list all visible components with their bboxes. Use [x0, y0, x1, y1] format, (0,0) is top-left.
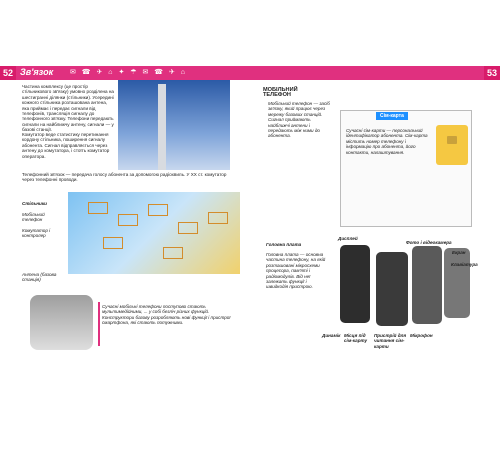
fig-label-cells: Стільники [22, 201, 47, 206]
page-number-left: 52 [0, 66, 16, 80]
phone-illustration [30, 295, 93, 350]
section-title: Зв'язок [20, 67, 54, 77]
fig-label-antenna: Антена (базова станція) [22, 272, 57, 283]
caption-display: Дисплей [338, 236, 358, 241]
left-paragraph-2: Комутатор веде статистику перетинання кордону стільника, поширення сигналу абонента. Сигнал відправляється через антену до комутатора, і стоїть комутатор оператора. [22, 132, 110, 159]
cell-hex [88, 202, 108, 214]
cell-hex [163, 247, 183, 259]
caption-sim-reader: Пристрій для читання сім-карти [374, 333, 407, 349]
cell-hex [178, 222, 198, 234]
bottom-text: Головна плата — основна частина телефону, на якій розташовані мікросхеми процесора, пам'яті і радіомодулів. Від неї залежать функції і швидкодія пристрою. [266, 252, 326, 290]
cell-hex [148, 204, 168, 216]
cell-hex [118, 214, 138, 226]
caption-sim-slot: Місця під сім-карту [344, 333, 368, 344]
header-icons: ✉ ☎ ✈ ⌂ ✦ ☂ ✉ ☎ ✈ ⌂ [70, 69, 187, 76]
hex-map [68, 192, 240, 274]
caption-screen: Екран [452, 250, 466, 255]
sim-chip [447, 136, 457, 144]
phone-disassembled-3 [412, 246, 442, 324]
phone-disassembled-2 [376, 252, 408, 326]
quote-text: Сучасні мобільні телефони поступово стають мультимедійними, ... у собі безліч різних функцій. Конструктори базову розробляють нові функції і пристрої смартфона, які стають потужними. [102, 304, 231, 326]
sim-text: Сучасні сім-карти — персональний ідентифікатор абонента. Сім-карта містить номер телефону і інформацію про абонента, його контакти, налаштування. [346, 128, 428, 155]
phone-disassembled-1 [340, 245, 370, 323]
phone-keypad [444, 248, 470, 318]
caption-camera: Фото і відеокамера [406, 240, 452, 245]
sim-title: Сім-карта [376, 112, 408, 120]
sim-card-image [436, 125, 468, 165]
cell-hex [208, 212, 228, 224]
caption-microphone: Мікрофон [410, 333, 433, 338]
caption-main-board: Головна плата [266, 242, 302, 247]
fig-label-switch: Комутатор і контролер [22, 228, 51, 239]
left-paragraph-1: Частина комплексу (це простір стільникового зв'язку) умовно розділена на шестигранні ділянки (стільники). Усередині кожного стільника розташована антена, яка приймає і передає сигнали від телефонів, трансляція сигналу до телефонного зв'язку. Телефони передають сигнали на найближчу антену, сигнали — у базові станції. [22, 84, 114, 133]
page-number-right: 53 [484, 66, 500, 80]
right-intro: Мобільний телефон — засіб зв'язку, який працює через мережу базових станцій. Сигнал приймають найближчі антени і передають між ними до абонента. [268, 101, 330, 139]
caption-keyboard: Клавіатура [451, 262, 478, 267]
cell-hex [103, 237, 123, 249]
caption-speaker: Динамік [322, 333, 341, 338]
tower-mast [158, 84, 166, 170]
tower-photo [118, 80, 230, 170]
left-paragraph-3: Телефонний зв'язок — передача голосу абонента за допомогою радіохвиль. У XX ст. комутатор через телефонні проводи. [22, 172, 227, 183]
right-heading: МОБІЛЬНИЙ ТЕЛЕФОН [263, 87, 298, 99]
fig-label-phone: Мобільний телефон [22, 212, 45, 223]
